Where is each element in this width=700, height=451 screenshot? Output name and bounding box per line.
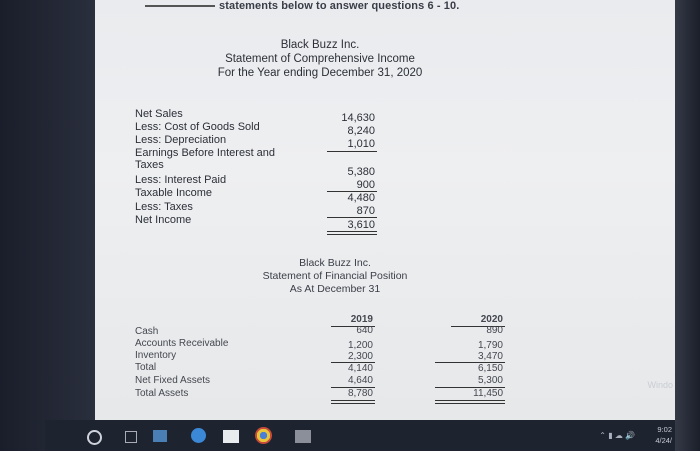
system-tray[interactable]: ⌃ ▮ ☁ 🔊 bbox=[599, 431, 635, 440]
net-fixed-assets-label: Net Fixed Assets bbox=[135, 375, 211, 386]
task-view-icon[interactable] bbox=[125, 431, 137, 443]
edge-icon[interactable] bbox=[191, 428, 206, 443]
inventory-2020: 3,470 bbox=[477, 351, 503, 362]
inventory-label: Inventory bbox=[135, 350, 177, 361]
net-fixed-assets-2020: 5,300 bbox=[477, 375, 503, 386]
activate-windows-watermark: Windo bbox=[647, 380, 673, 390]
statement-period: As At December 31 bbox=[289, 283, 381, 295]
clock-date: 4/24/ bbox=[655, 436, 672, 445]
column-header-2020: 2020 bbox=[480, 314, 503, 325]
statement-title: Statement of Comprehensive Income bbox=[225, 53, 415, 65]
net-sales-value: 14,630 bbox=[341, 112, 375, 124]
total-2020: 6,150 bbox=[477, 363, 503, 374]
total-assets-label: Total Assets bbox=[135, 388, 189, 399]
company-name: Black Buzz Inc. bbox=[280, 39, 360, 51]
total-label: Total bbox=[135, 362, 157, 373]
total-assets-2020: 11,450 bbox=[473, 388, 503, 399]
ebit-label-line1: Earnings Before Interest and bbox=[135, 147, 276, 159]
start-icon[interactable] bbox=[87, 430, 102, 445]
interest-label: Less: Interest Paid bbox=[135, 174, 227, 186]
ebit-label-line2: Taxes bbox=[135, 159, 164, 171]
depreciation-value: 1,010 bbox=[347, 138, 375, 150]
financial-position-header bbox=[230, 257, 440, 296]
cogs-label: Less: Cost of Goods Sold bbox=[135, 121, 260, 133]
cash-2019: 640 bbox=[356, 325, 373, 336]
clock[interactable] bbox=[655, 424, 672, 446]
app-icon[interactable] bbox=[295, 430, 311, 443]
total-assets-2019: 8,780 bbox=[347, 388, 373, 399]
store-icon[interactable] bbox=[223, 430, 239, 443]
accounts-receivable-label: Accounts Receivable bbox=[135, 338, 229, 349]
income-statement-header bbox=[190, 38, 450, 80]
company-name: Black Buzz Inc. bbox=[299, 257, 371, 269]
subtotal-rule bbox=[327, 151, 377, 152]
subtotal-rule bbox=[327, 217, 377, 218]
column-header-2019: 2019 bbox=[350, 314, 373, 325]
total-double-rule bbox=[327, 231, 377, 235]
clock-time: 9:02 bbox=[657, 425, 672, 434]
cogs-value: 8,240 bbox=[347, 125, 375, 137]
taxable-income-value: 4,480 bbox=[347, 192, 375, 204]
instruction-text: statements below to answer questions 6 - 10. bbox=[145, 0, 459, 12]
file-explorer-icon[interactable] bbox=[153, 430, 167, 442]
taskbar bbox=[45, 420, 675, 451]
net-sales-label: Net Sales bbox=[135, 108, 183, 120]
cash-2020: 890 bbox=[486, 325, 503, 336]
chrome-icon[interactable] bbox=[255, 427, 272, 444]
taxable-income-label: Taxable Income bbox=[135, 187, 213, 199]
ebit-value: 5,380 bbox=[347, 166, 375, 178]
statement-period: For the Year ending December 31, 2020 bbox=[217, 67, 423, 79]
total-double-rule bbox=[331, 400, 375, 404]
accounts-receivable-2020: 1,790 bbox=[477, 340, 503, 351]
net-income-label: Net Income bbox=[135, 214, 192, 226]
total-double-rule bbox=[435, 400, 505, 404]
net-income-value: 3,610 bbox=[347, 219, 375, 231]
statement-title: Statement of Financial Position bbox=[262, 270, 408, 282]
cash-label: Cash bbox=[135, 326, 159, 337]
total-2019: 4,140 bbox=[347, 363, 373, 374]
net-fixed-assets-2019: 4,640 bbox=[347, 375, 373, 386]
taxes-label: Less: Taxes bbox=[135, 201, 193, 213]
document-page bbox=[95, 0, 675, 420]
interest-value: 900 bbox=[356, 179, 375, 191]
depreciation-label: Less: Depreciation bbox=[135, 134, 227, 146]
taxes-value: 870 bbox=[356, 205, 375, 217]
accounts-receivable-2019: 1,200 bbox=[347, 340, 373, 351]
screen-bezel-left bbox=[0, 0, 95, 451]
inventory-2019: 2,300 bbox=[347, 351, 373, 362]
